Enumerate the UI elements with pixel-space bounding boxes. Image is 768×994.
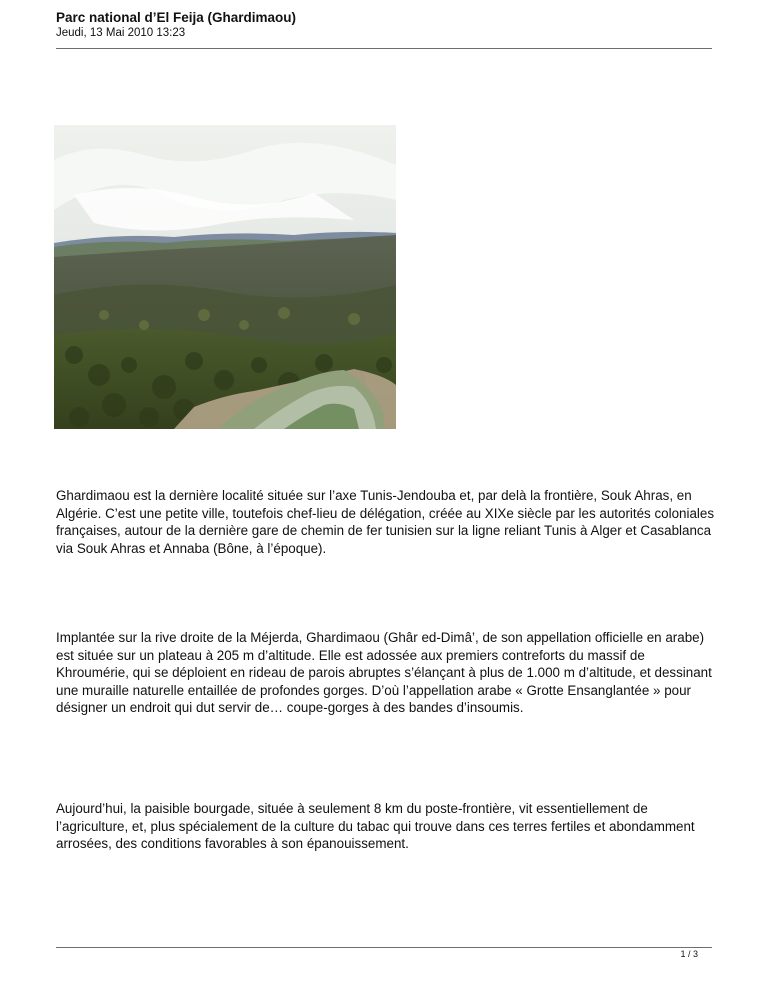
header-divider bbox=[56, 48, 712, 49]
page-number: 1 / 3 bbox=[680, 949, 698, 959]
paragraph-3: Aujourd’hui, la paisible bourgade, située à seulement 8 km du poste-frontière, vit essentiellement de l’agriculture, et, plus spécialement de la culture du tabac qui trouve dans ces terres fertiles et abondamment arrosées, des conditions favorables à son épanouissement. bbox=[56, 801, 695, 851]
page-header bbox=[56, 10, 712, 40]
paragraph-2: Implantée sur la rive droite de la Méjerda, Ghardimaou (Ghâr ed-Dimâ’, de son appellation officielle en arabe) est située sur un plateau à 205 m d’altitude. Elle est adossée aux premiers contreforts du massif de Khroumérie, qui se déploient en rideau de parois abruptes s’élançant à plus de 1.000 m d’altitude, et dessinant une muraille naturelle entaillée de profondes gorges. D’où l’appellation arabe « Grotte Ensanglantée » pour désigner un endroit qui dut servir de… coupe-gorges à des bandes d’insoumis. bbox=[56, 630, 712, 715]
footer-divider bbox=[56, 947, 712, 948]
paragraph-1: Ghardimaou est la dernière localité située sur l’axe Tunis-Jendouba et, par delà la frontière, Souk Ahras, en Algérie. C’est une petite ville, toutefois chef-lieu de délégation, créée au XIXe siècle par les autorités coloniales françaises, autour de la dernière gare de chemin de fer tunisien sur la ligne reliant Tunis à Alger et Casablanca via Souk Ahras et Annaba (Bône, à l’époque). bbox=[56, 488, 715, 556]
landscape-photo bbox=[54, 125, 396, 429]
publish-date: Jeudi, 13 Mai 2010 13:23 bbox=[56, 27, 186, 39]
page-title: Parc national d’El Feija (Ghardimaou) bbox=[56, 10, 297, 25]
